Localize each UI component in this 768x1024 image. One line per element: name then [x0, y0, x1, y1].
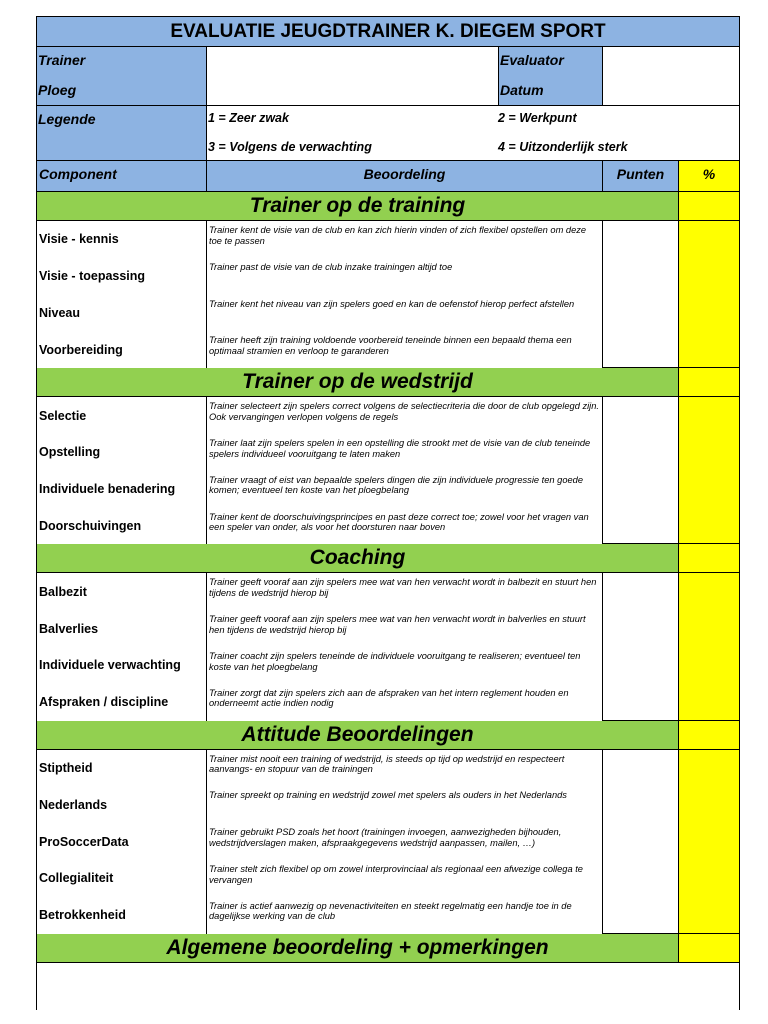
punten-input[interactable] — [602, 897, 678, 934]
legend-item-4: 4 = Uitzonderlijk sterk — [498, 140, 628, 154]
component-label: Betrokkenheid — [36, 897, 206, 934]
component-label: Nederlands — [36, 786, 206, 823]
punten-input[interactable] — [602, 573, 678, 610]
section-percent-cell[interactable] — [678, 192, 740, 221]
punten-input[interactable] — [602, 295, 678, 332]
punten-input[interactable] — [602, 258, 678, 295]
form-title: EVALUATIE JEUGDTRAINER K. DIEGEM SPORT — [36, 16, 740, 47]
punten-input[interactable] — [602, 331, 678, 368]
percent-cell — [678, 295, 740, 332]
component-label: Opstelling — [36, 434, 206, 471]
percent-cell — [678, 258, 740, 295]
section-percent-cell[interactable] — [678, 934, 740, 963]
percent-cell — [678, 684, 740, 721]
column-header-punten: Punten — [602, 161, 678, 192]
component-label: Balbezit — [36, 573, 206, 610]
section-percent-cell[interactable] — [678, 721, 740, 750]
beoordeling-description: Trainer past de visie van de club inzake trainingen altijd toe — [206, 258, 602, 295]
punten-input[interactable] — [602, 684, 678, 721]
beoordeling-description: Trainer stelt zich flexibel op om zowel interprovinciaal als regionaal een afwezige collega te vervangen — [206, 860, 602, 897]
beoordeling-description: Trainer geeft vooraf aan zijn spelers mee wat van hen verwacht wordt in balverlies en stuurt hen tijdens de wedstrijd hierop bij — [206, 610, 602, 647]
section-title: Coaching — [36, 544, 678, 573]
section-title: Attitude Beoordelingen — [36, 721, 678, 750]
trainer-ploeg-input[interactable] — [206, 47, 498, 105]
component-label: Visie - kennis — [36, 221, 206, 258]
beoordeling-description: Trainer gebruikt PSD zoals het hoort (trainingen invoegen, aanwezigheden bijhouden, wedstrijdverslagen maken, afspraakgegevens wedstrijd aanpassen, mailen, …) — [206, 823, 602, 860]
punten-input[interactable] — [602, 221, 678, 258]
percent-cell — [678, 610, 740, 647]
evaluation-form — [36, 16, 740, 1010]
ploeg-label: Ploeg — [38, 82, 77, 98]
component-label: Collegialiteit — [36, 860, 206, 897]
beoordeling-description: Trainer kent de visie van de club en kan zich hierin vinden of zich flexibel opstellen om deze toe te passen — [206, 221, 602, 258]
punten-input[interactable] — [602, 860, 678, 897]
legend-label: Legende — [38, 111, 96, 127]
beoordeling-description: Trainer vraagt of eist van bepaalde spelers dingen die zijn individuele progressie ten goede komen; eventueel ten koste van het ploegbelang — [206, 471, 602, 508]
percent-cell — [678, 786, 740, 823]
percent-cell — [678, 897, 740, 934]
punten-input[interactable] — [602, 434, 678, 471]
percent-cell — [678, 221, 740, 258]
component-label: Selectie — [36, 397, 206, 434]
component-label: Doorschuivingen — [36, 508, 206, 545]
component-label: Balverlies — [36, 610, 206, 647]
component-label: Afspraken / discipline — [36, 684, 206, 721]
punten-input[interactable] — [602, 823, 678, 860]
legend-item-3: 3 = Volgens de verwachting — [208, 140, 372, 154]
legend-item-1: 1 = Zeer zwak — [208, 111, 289, 125]
percent-cell — [678, 860, 740, 897]
beoordeling-description: Trainer mist nooit een training of wedstrijd, is steeds op tijd op wedstrijd en respecteert aanvangs- en stopuur van de trainingen — [206, 750, 602, 787]
percent-cell — [678, 750, 740, 787]
percent-cell — [678, 471, 740, 508]
punten-input[interactable] — [602, 786, 678, 823]
punten-input[interactable] — [602, 471, 678, 508]
beoordeling-description: Trainer kent het niveau van zijn spelers goed en kan de oefenstof hierop perfect afstellen — [206, 295, 602, 332]
beoordeling-description: Trainer coacht zijn spelers teneinde de individuele vooruitgang te realiseren; eventueel ten koste van het ploegbelang — [206, 647, 602, 684]
column-header-percent: % — [678, 161, 740, 192]
percent-cell — [678, 331, 740, 368]
percent-cell — [678, 823, 740, 860]
component-label: ProSoccerData — [36, 823, 206, 860]
beoordeling-description: Trainer geeft vooraf aan zijn spelers mee wat van hen verwacht wordt in balbezit en stuurt hen tijdens de wedstrijd hierop bij — [206, 573, 602, 610]
component-label: Visie - toepassing — [36, 258, 206, 295]
percent-cell — [678, 397, 740, 434]
punten-input[interactable] — [602, 610, 678, 647]
punten-input[interactable] — [602, 397, 678, 434]
component-label: Individuele verwachting — [36, 647, 206, 684]
percent-cell — [678, 573, 740, 610]
punten-input[interactable] — [602, 647, 678, 684]
column-header-component: Component — [36, 161, 206, 192]
beoordeling-description: Trainer selecteert zijn spelers correct volgens de selectiecriteria die door de club opgelegd zijn. Ook vervangingen verlopen volgens de regels — [206, 397, 602, 434]
evaluator-label: Evaluator — [500, 52, 564, 68]
beoordeling-description: Trainer laat zijn spelers spelen in een opstelling die strookt met de visie van de club teneinde spelers individueel vooruitgang te laten maken — [206, 434, 602, 471]
punten-input[interactable] — [602, 508, 678, 545]
percent-cell — [678, 508, 740, 545]
section-percent-cell[interactable] — [678, 544, 740, 573]
comments-area[interactable] — [36, 963, 740, 1010]
section-title: Algemene beoordeling + opmerkingen — [36, 934, 678, 963]
component-label: Voorbereiding — [36, 331, 206, 368]
punten-input[interactable] — [602, 750, 678, 787]
percent-cell — [678, 434, 740, 471]
percent-cell — [678, 647, 740, 684]
beoordeling-description: Trainer zorgt dat zijn spelers zich aan de afspraken van het intern reglement houden en onderneemt actie indien nodig — [206, 684, 602, 721]
datum-label: Datum — [500, 82, 544, 98]
component-label: Stiptheid — [36, 750, 206, 787]
legend-item-2: 2 = Werkpunt — [498, 111, 577, 125]
section-title: Trainer op de training — [36, 192, 678, 221]
beoordeling-description: Trainer is actief aanwezig op nevenactiviteiten en steekt regelmatig een handje toe in de dagelijkse werking van de club — [206, 897, 602, 934]
beoordeling-description: Trainer kent de doorschuivingsprincipes en past deze correct toe; zowel voor het vragen van een speler van onder, als voor het doorsturen naar boven — [206, 508, 602, 545]
beoordeling-description: Trainer spreekt op training en wedstrijd zowel met spelers als ouders in het Nederlands — [206, 786, 602, 823]
section-percent-cell[interactable] — [678, 368, 740, 397]
trainer-label: Trainer — [38, 52, 86, 68]
column-header-beoordeling: Beoordeling — [206, 161, 602, 192]
section-title: Trainer op de wedstrijd — [36, 368, 678, 397]
evaluator-datum-input[interactable] — [602, 47, 740, 105]
beoordeling-description: Trainer heeft zijn training voldoende voorbereid teneinde binnen een bepaald thema een optimaal stramien en verloop te garanderen — [206, 331, 602, 368]
component-label: Individuele benadering — [36, 471, 206, 508]
component-label: Niveau — [36, 295, 206, 332]
